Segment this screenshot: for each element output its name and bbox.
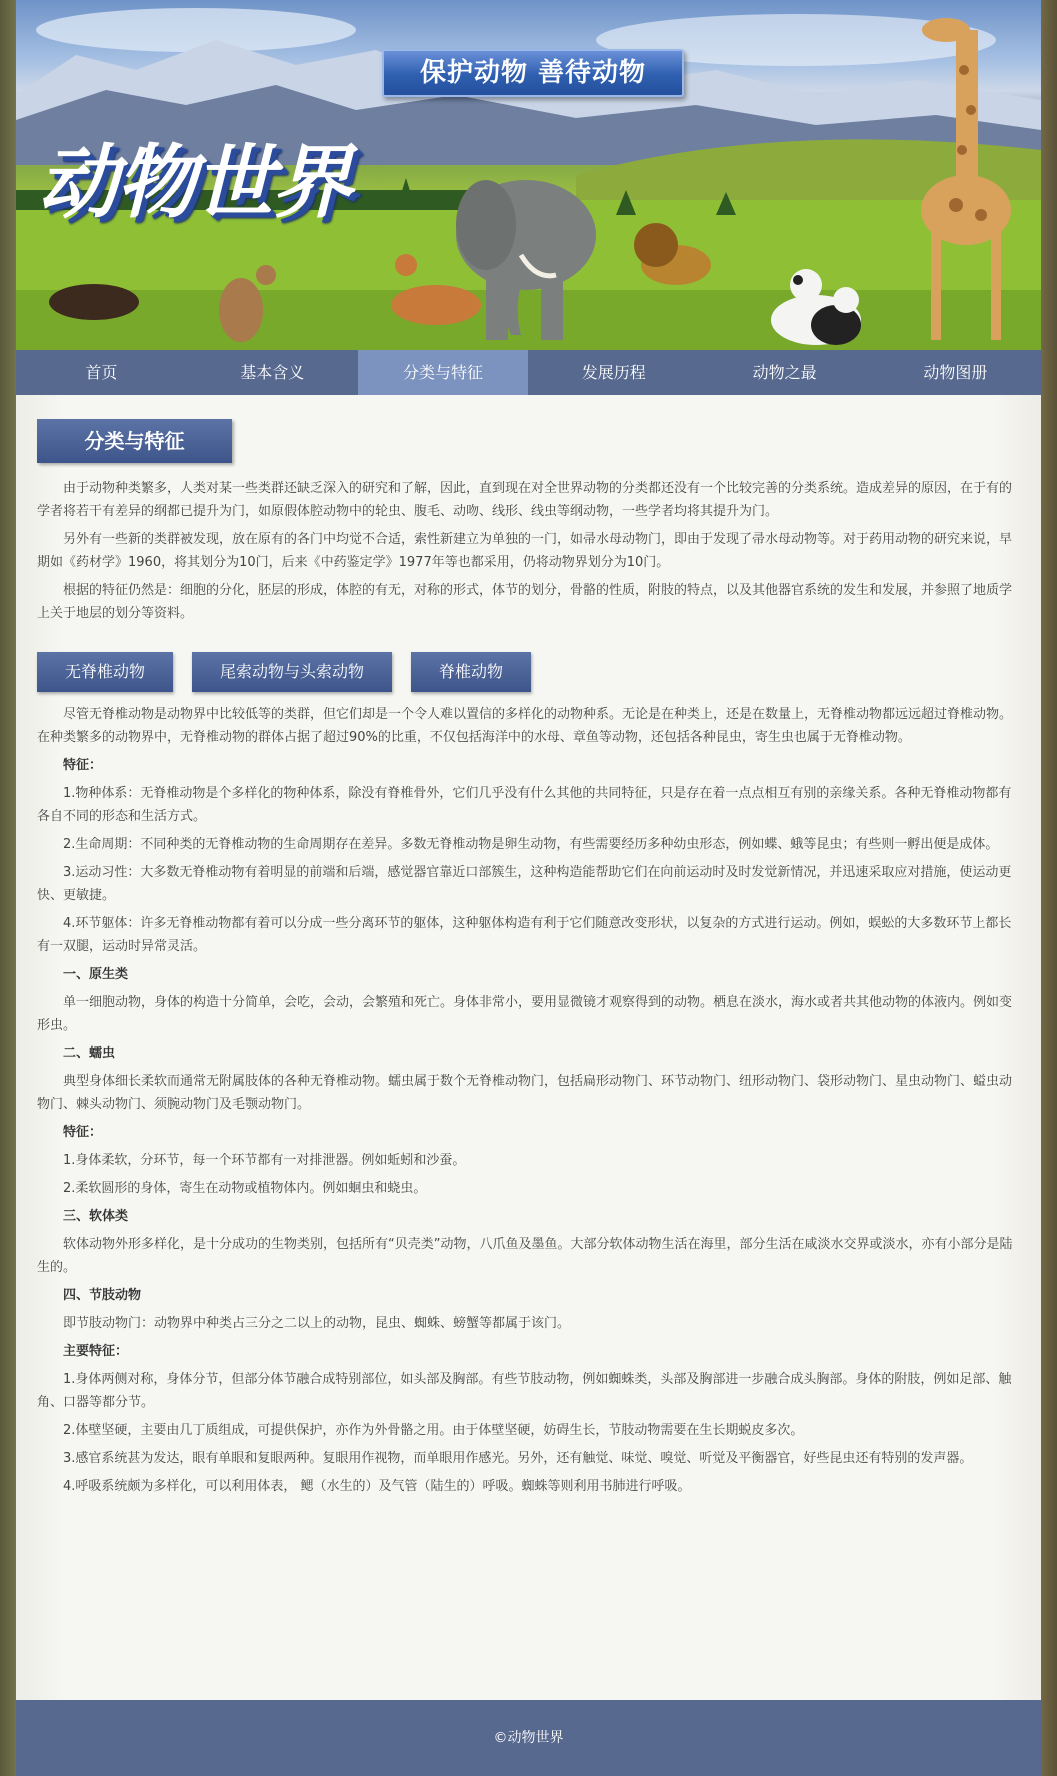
nav-item-gallery[interactable]: 动物图册: [923, 363, 988, 382]
tab-invertebrates[interactable]: 无脊椎动物: [37, 652, 173, 692]
nav-item-animal-records[interactable]: 动物之最: [752, 363, 817, 382]
content-heading: 四、节肢动物: [63, 1288, 142, 1303]
content-paragraph: 尽管无脊椎动物是动物界中比较低等的类群，但它们却是一个令人难以置信的多样化的动物种系。无论是在种类上，还是在数量上，无脊椎动物都远远超过脊椎动物。在种类繁多的动物界中，无脊椎动物的群体占据了超过90%的比重，不仅包括海洋中的水母、章鱼等动物，还包括各种昆虫，寄生虫也属于无脊椎动物。: [37, 707, 1013, 745]
intro-paragraph: 根据的特征仍然是：细胞的分化，胚层的形成，体腔的有无，对称的形式，体节的划分，骨骼的性质，附肢的特点，以及其他器官系统的发生和发展，并参照了地质学上关于地层的划分等资料。: [37, 583, 1013, 621]
nav-item-history[interactable]: 发展历程: [581, 363, 646, 382]
intro-text: [37, 477, 1023, 630]
content-paragraph: 软体动物外形多样化，是十分成功的生物类别，包括所有“贝壳类”动物，八爪鱼及墨鱼。大部分软体动物生活在海里，部分生活在咸淡水交界或淡水，亦有小部分是陆生的。: [37, 1237, 1013, 1275]
footer: [16, 1700, 1041, 1776]
content-paragraph: 即节肢动物门：动物界中种类占三分之二以上的动物，昆虫、蜘蛛、螃蟹等都属于该门。: [63, 1316, 571, 1331]
content-paragraph: 典型身体细长柔软而通常无附属肢体的各种无脊椎动物。蠕虫属于数个无脊椎动物门，包括扁形动物门、环节动物门、纽形动物门、袋形动物门、星虫动物门、螠虫动物门、棘头动物门、须腕动物门及毛颚动物门。: [37, 1074, 1013, 1112]
content-heading: 特征：: [63, 1125, 103, 1140]
header-banner: [16, 0, 1041, 350]
content-paragraph: 2.体壁坚硬，主要由几丁质组成，可提供保护，亦作为外骨骼之用。由于体壁坚硬，妨碍生长，节肢动物需要在生长期蜕皮多次。: [63, 1423, 804, 1438]
slogan-banner: 保护动物 善待动物: [382, 49, 684, 97]
main-content: [16, 395, 1041, 1700]
tab-content: [37, 703, 1023, 1503]
category-tabs: [37, 652, 531, 692]
content-heading: 特征：: [63, 758, 103, 773]
content-paragraph: 1.身体两侧对称，身体分节，但部分体节融合成特别部位，如头部及胸部。有些节肢动物，例如蜘蛛类，头部及胸部进一步融合成头胸部。身体的附肢，例如足部、触角、口器等都分节。: [37, 1372, 1012, 1410]
tab-urochordates-cephalochordates[interactable]: 尾索动物与头索动物: [192, 652, 392, 692]
nav-item-basic-meaning[interactable]: 基本含义: [240, 363, 305, 382]
content-paragraph: 2.柔软圆形的身体，寄生在动物或植物体内。例如蛔虫和蛲虫。: [63, 1181, 427, 1196]
site-logo[interactable]: 动物世界: [38, 136, 350, 229]
content-paragraph: 3.感官系统甚为发达，眼有单眼和复眼两种。复眼用作视物，而单眼用作感光。另外，还有触觉、味觉、嗅觉、听觉及平衡器官，好些昆虫还有特别的发声器。: [63, 1451, 973, 1466]
page-wrapper: [16, 0, 1041, 1776]
content-paragraph: 4.环节躯体：许多无脊椎动物都有着可以分成一些分离环节的躯体，这种躯体构造有利于它们随意改变形状，以复杂的方式进行运动。例如，蜈蚣的大多数环节上都长有一双腿，运动时异常灵活。: [37, 916, 1012, 954]
content-paragraph: 1.物种体系：无脊椎动物是个多样化的物种体系，除没有脊椎骨外，它们几乎没有什么其他的共同特征，只是存在着一点点相互有别的亲缘关系。各种无脊椎动物都有各自不同的形态和生活方式。: [37, 786, 1012, 824]
content-paragraph: 单一细胞动物，身体的构造十分简单，会吃，会动，会繁殖和死亡。身体非常小，要用显微镜才观察得到的动物。栖息在淡水，海水或者共其他动物的体液内。例如变形虫。: [37, 995, 1013, 1033]
intro-paragraph: 由于动物种类繁多，人类对某一些类群还缺乏深入的研究和了解，因此，直到现在对全世界动物的分类都还没有一个比较完善的分类系统。造成差异的原因，在于有的学者将若干有差异的纲都已提升为门，如原假体腔动物中的轮虫、腹毛、动吻、线形、线虫等纲动物，一些学者均将其提升为门。: [37, 481, 1013, 519]
main-nav: [16, 350, 1041, 395]
content-heading: 主要特征：: [63, 1344, 129, 1359]
nav-item-classification[interactable]: 分类与特征: [358, 350, 529, 395]
content-paragraph: 2.生命周期：不同种类的无脊椎动物的生命周期存在差异。多数无脊椎动物是卵生动物，有些需要经历多种幼虫形态，例如蝶、蛾等昆虫；有些则一孵出便是成体。: [63, 837, 999, 852]
tab-vertebrates[interactable]: 脊椎动物: [411, 652, 531, 692]
nav-item-home[interactable]: 首页: [85, 363, 118, 382]
content-paragraph: 1.身体柔软，分环节，每一个环节都有一对排泄器。例如蚯蚓和沙蚕。: [63, 1153, 466, 1168]
content-paragraph: 3.运动习性：大多数无脊椎动物有着明显的前端和后端，感觉器官靠近口部簇生，这种构造能帮助它们在向前运动时及时发觉新情况，并迅速采取应对措施，使运动更快、更敏捷。: [37, 865, 1012, 903]
content-heading: 二、蠕虫: [63, 1046, 116, 1061]
content-heading: 三、软体类: [63, 1209, 129, 1224]
copyright-text: ©动物世界: [493, 1730, 564, 1746]
intro-paragraph: 另外有一些新的类群被发现，放在原有的各门中均觉不合适，索性新建立为单独的一门，如帚水母动物门，即由于发现了帚水母动物等。对于药用动物的研究来说，早期如《药材学》1960，将其划分为10门，后来《中药鉴定学》1977年等也都采用，仍将动物界划分为10门。: [37, 532, 1013, 570]
section-title: 分类与特征: [37, 419, 232, 463]
content-heading: 一、原生类: [63, 967, 129, 982]
content-paragraph: 4.呼吸系统颇为多样化，可以利用体表， 鳃（水生的）及气管（陆生的）呼吸。蜘蛛等则利用书肺进行呼吸。: [63, 1479, 691, 1494]
